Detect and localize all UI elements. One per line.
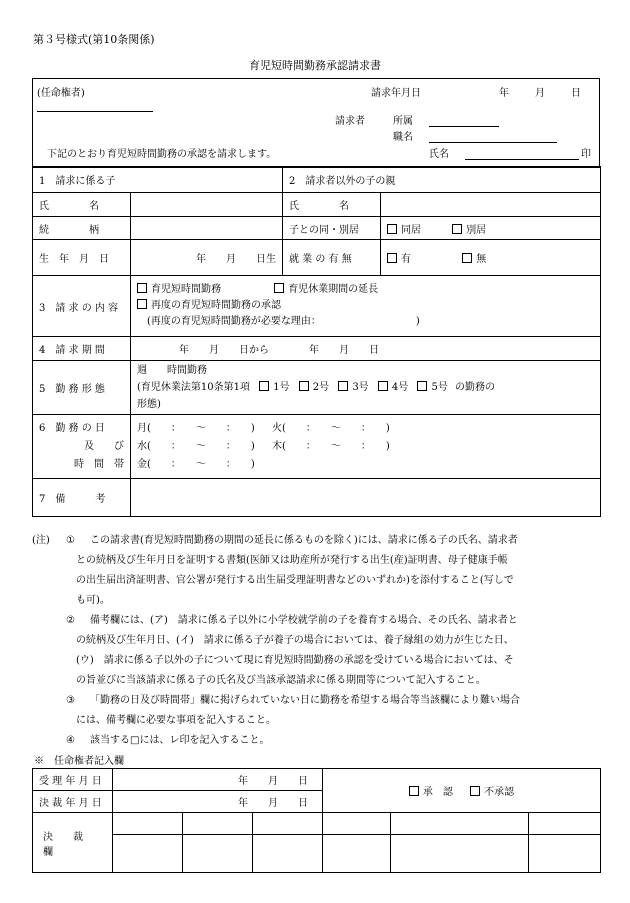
- day-tue: 火: [272, 422, 282, 434]
- schedule-label-2: 及 び: [84, 440, 124, 452]
- note-2-text: [76, 611, 600, 691]
- cohabit-label: 子との同・別居: [283, 217, 381, 240]
- decision-cell-3h[interactable]: [253, 813, 323, 835]
- note-1-line-1: この請求書(育児短時間勤務の期間の延長に係るものを除く)には、請求に係る子の氏名、請求者: [90, 535, 518, 546]
- decision-cell-2[interactable]: [183, 835, 253, 873]
- form-opt1-checkbox[interactable]: [259, 381, 269, 391]
- decision-cell-3[interactable]: [253, 835, 323, 873]
- form-opt3-label: 3号: [352, 382, 369, 393]
- child-header: 1 請求に係る子: [33, 167, 283, 193]
- employment-options: [381, 240, 601, 276]
- cohabit-options: [381, 217, 601, 240]
- form-number: 第３号様式(第10条関係): [33, 33, 155, 46]
- decision-cell-5[interactable]: [391, 835, 529, 873]
- request-date-label: 請求年月日: [371, 88, 421, 99]
- cohabit-separate-label: 別居: [466, 224, 487, 236]
- day-fri: 金: [137, 458, 147, 470]
- received-date[interactable]: 年 月 日: [113, 769, 323, 791]
- form-opt4-checkbox[interactable]: [378, 381, 388, 391]
- form-opt5-label: 5号: [431, 382, 448, 393]
- time-mon[interactable]: ( ： ～ ： ): [147, 422, 255, 434]
- note-1-num: ①: [66, 535, 75, 546]
- note-1-line-3: の出生届出済証明書、官公署が発行する出生届受理証明書などのいずれか)を添付すること(写しで: [76, 575, 514, 586]
- employment-yes-label: 有: [401, 254, 411, 265]
- parent-header: 2 請求者以外の子の親: [283, 167, 601, 193]
- approve-checkbox[interactable]: [409, 786, 419, 796]
- employment-no-checkbox[interactable]: [462, 253, 472, 263]
- main-table: [32, 166, 601, 517]
- employment-yes-checkbox[interactable]: [387, 253, 397, 263]
- notes-prefix: (注): [32, 535, 50, 546]
- decision-cell-5h[interactable]: [391, 813, 529, 835]
- seal-mark: 印: [581, 149, 591, 160]
- affiliation-label: 所属: [393, 116, 413, 127]
- child-name-label: 氏 名: [33, 193, 131, 217]
- note-3-num: ③: [66, 695, 75, 706]
- name-label: 氏名: [429, 149, 449, 160]
- schedule-row-2: [137, 438, 594, 456]
- note-1-text: [76, 531, 600, 611]
- requester-label: 請求者: [335, 116, 365, 127]
- note-2-line-3: (ウ) 請求に係る子以外の子について現に育児短時間勤務の承認を受けている場合においては、そ: [76, 655, 514, 666]
- day-thu: 木: [272, 440, 282, 452]
- authority-heading: ※ 任命権者記入欄: [34, 756, 124, 767]
- extension-label: 育児休業期間の延長: [288, 284, 379, 295]
- appointer-label: (任命権者): [37, 88, 85, 99]
- decision-cell-6[interactable]: [529, 835, 601, 873]
- cohabit-same-checkbox[interactable]: [387, 224, 397, 234]
- short-time-label: 育児短時間勤務: [151, 284, 221, 295]
- intro-text: 下記のとおり育児短時間勤務の承認を請求します。: [47, 149, 277, 160]
- disapprove-label: 不承認: [484, 787, 515, 798]
- schedule-row-3: [137, 456, 594, 474]
- form-opt2-checkbox[interactable]: [299, 381, 309, 391]
- decision-cell-2h[interactable]: [183, 813, 253, 835]
- period-label: 4 請 求 期 間: [33, 337, 131, 361]
- note-2-line-4: の旨並びに当該請求に係る子の氏名及び当該承認請求に係る期間等について記入すること。: [76, 675, 486, 686]
- schedule-label-1: 6 勤 務 の 日: [39, 422, 105, 434]
- received-label: 受 理 年 月 日: [33, 769, 113, 791]
- decided-date[interactable]: 年 月 日: [113, 791, 323, 813]
- weekly-hours[interactable]: 週 時間勤務: [137, 365, 207, 376]
- note-2-line-2: の続柄及び生年月日、(イ) 請求に係る子が養子の場合においては、養子縁組の効力が生じた日、: [76, 635, 514, 646]
- note-1-line-4: も可)。: [76, 595, 110, 606]
- period-field[interactable]: 年 月 日から 年 月 日: [131, 337, 601, 361]
- decision-cell-6h[interactable]: [529, 813, 601, 835]
- parent-name-label: 氏 名: [283, 193, 381, 217]
- affiliation-line[interactable]: [429, 126, 499, 127]
- birth-field[interactable]: 年 月 日生: [131, 240, 283, 276]
- request-content-field: [131, 276, 601, 337]
- decision-label: 決 裁 欄: [33, 813, 113, 873]
- law-reference: (育児休業法第10条第1項: [137, 382, 250, 393]
- reapproval-label: 再度の育児短時間勤務の承認: [151, 300, 281, 311]
- remarks-label: 7 備 考: [33, 479, 131, 517]
- employment-no-label: 無: [476, 254, 487, 265]
- reapproval-checkbox[interactable]: [137, 299, 147, 309]
- position-label: 職名: [393, 132, 413, 143]
- day-wed: 水: [137, 440, 147, 452]
- request-month: 月: [535, 88, 545, 99]
- work-form-field: [131, 361, 601, 415]
- decision-cell-4h[interactable]: [323, 813, 391, 835]
- work-form-label: 5 勤 務 形 態: [33, 361, 131, 415]
- name-line[interactable]: [465, 159, 579, 160]
- relation-label: 続 柄: [33, 217, 131, 240]
- approve-label: 承 認: [422, 787, 453, 798]
- form-opt5-checkbox[interactable]: [417, 381, 427, 391]
- time-tue[interactable]: ( ： ～ ： ): [282, 422, 390, 434]
- note-4-text: 該当する□には、レ印を記入すること。: [90, 735, 270, 746]
- time-wed[interactable]: ( ： ～ ： ): [147, 440, 255, 452]
- request-year: 年: [499, 88, 509, 99]
- authority-table: [32, 768, 601, 873]
- law-suffix-2: 形態): [137, 399, 161, 410]
- birth-label: 生 年 月 日: [33, 240, 131, 276]
- parent-name-field[interactable]: [381, 193, 601, 217]
- time-thu[interactable]: ( ： ～ ： ): [282, 440, 390, 452]
- extension-checkbox[interactable]: [274, 283, 284, 293]
- employment-label: 就 業 の 有 無: [283, 240, 381, 276]
- decided-label: 決 裁 年 月 日: [33, 791, 113, 813]
- decision-cell-1h[interactable]: [113, 813, 183, 835]
- note-3-line-2: には、備考欄に必要な事項を記入すること。: [76, 715, 276, 726]
- day-mon: 月: [137, 422, 147, 434]
- note-3-line-1: 「勤務の日及び時間帯」欄に掲げられていない日に勤務を希望する場合等当該欄により難い場合: [90, 695, 520, 706]
- note-2-line-1: 備考欄には、(ア) 請求に係る子以外に小学校就学前の子を養育する場合、その氏名、請求者と: [90, 615, 518, 626]
- header-box: [32, 78, 600, 168]
- short-time-checkbox[interactable]: [137, 283, 147, 293]
- time-fri[interactable]: ( ： ～ ： ): [147, 458, 255, 470]
- disapprove-checkbox[interactable]: [470, 786, 480, 796]
- note-1-line-2: との続柄及び生年月日を証明する書類(医師又は助産所が発行する出生(産)証明書、母子健康手帳: [76, 555, 508, 566]
- request-content-label: 3 請 求 の 内 容: [33, 276, 131, 337]
- reason-text: (再度の育児短時間勤務が必要な理由： ): [147, 316, 420, 327]
- relation-field[interactable]: [131, 217, 283, 240]
- form-opt1-label: 1号: [273, 382, 290, 393]
- position-line[interactable]: [429, 142, 557, 143]
- child-name-field[interactable]: [131, 193, 283, 217]
- cohabit-same-label: 同居: [401, 224, 421, 236]
- schedule-label: [33, 415, 131, 479]
- note-2-num: ②: [66, 615, 75, 626]
- decision-cell-1[interactable]: [113, 835, 183, 873]
- note-3-text: [76, 691, 600, 731]
- decision-cell-4[interactable]: [323, 835, 391, 873]
- law-suffix: の勤務の: [455, 382, 495, 393]
- schedule-label-3: 時 間 帯: [74, 458, 124, 470]
- form-opt3-checkbox[interactable]: [338, 381, 348, 391]
- approval-options: [323, 769, 601, 813]
- form-title: 育児短時間勤務承認請求書: [249, 59, 381, 72]
- schedule-field: [131, 415, 601, 479]
- schedule-row-1: [137, 420, 594, 438]
- form-opt4-label: 4号: [391, 382, 409, 393]
- form-opt2-label: 2号: [312, 382, 330, 393]
- remarks-field[interactable]: [131, 479, 601, 517]
- request-day: 日: [571, 88, 581, 99]
- appointer-line[interactable]: [37, 111, 153, 112]
- note-4-num: ④: [66, 735, 75, 746]
- cohabit-separate-checkbox[interactable]: [452, 224, 462, 234]
